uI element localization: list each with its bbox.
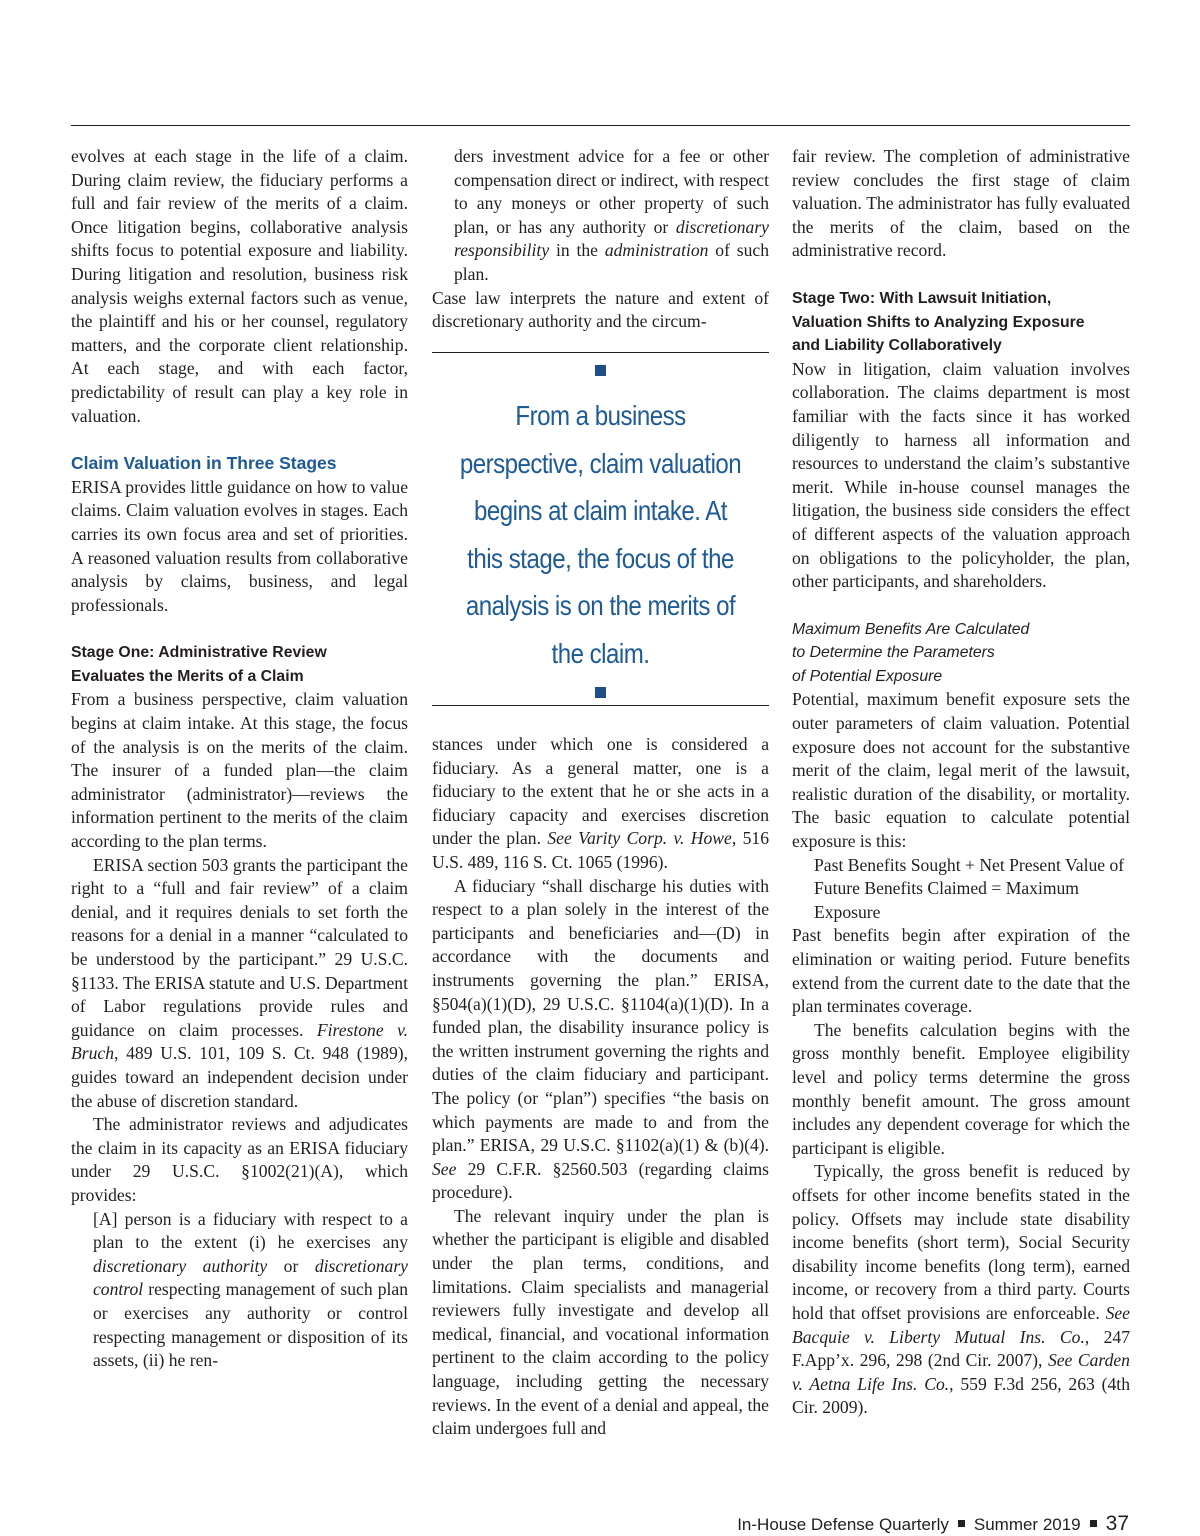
fiduciary-duties-paragraph — [432, 875, 769, 1205]
quote-text-f: of such plan. — [454, 240, 770, 284]
quote-emphasis-2: discretionary control — [93, 1255, 408, 1300]
column-2-bottom — [432, 733, 769, 1441]
quote-text-c: respecting management of such plan or exercises any authority or control respecting management or disposition of its assets, (ii) he ren- — [93, 1279, 408, 1371]
administrator-paragraph: The administrator reviews and adjudicates the claim in its capacity as an ERISA fiduciary under 29 U.S.C. §1002(21)(A), which provides: — [71, 1114, 408, 1205]
intro-paragraph: evolves at each stage in the life of a claim. During claim review, the fiduciary performs a full and fair review of the merits of a claim. Once litigation begins, collaborative analysis shifts focus to potential exposure and liability. During litigation and resolution, business risk analysis weighs external factors such as venue, the plaintiff and his or her counsel, regulatory matters, and the corporate client relationship. At each stage, and with each factor, predictability of result can play a key role in valuation. — [71, 146, 408, 426]
statute-quote-part2 — [454, 145, 769, 287]
exposure-equation: Past Benefits Sought + Net Present Value of Future Benefits Claimed = Maximum Exposure — [814, 854, 1125, 922]
pull-quote-text: From a business perspective, claim valuation begins at claim intake. At this stage, the focus of the analysis is on the merits of the claim. — [459, 400, 742, 669]
stage-one-heading — [71, 641, 408, 688]
quote-text-d: ders investment advice for a fee or other compensation direct or indirect, with respect to any moneys or other property of such plan, or has any authority or — [454, 146, 769, 237]
stage-two-heading-line1: Stage Two: With Lawsuit Initiation, — [792, 289, 1052, 307]
quote-emphasis-1: discretionary authority — [93, 1255, 268, 1276]
stage-two-heading-line2: Valuation Shifts to Analyzing Exposure — [792, 313, 1085, 331]
stage-one-heading-line1: Stage One: Administrative Review — [71, 644, 327, 662]
pull-quote-bottom-rule — [432, 705, 769, 706]
stances-paragraph — [432, 733, 769, 875]
square-bullet-icon — [595, 687, 606, 698]
quote-text-a: [A] person is a fiduciary with respect to a plan to the extent (i) he exercises any — [93, 1208, 408, 1253]
firestone-text: , 489 U.S. 101, 109 S. Ct. 948 (1989), guides toward an independent decision under the abuse of discretion standard. — [71, 1043, 408, 1111]
maximum-benefits-heading-line3: of Potential Exposure — [792, 667, 943, 685]
past-benefits-paragraph: Past benefits begin after expiration of the elimination or waiting period. Future benefits extend from the current date to the date that the plan terminates coverage. — [792, 925, 1130, 1017]
quote-text-e: in the — [549, 240, 605, 261]
potential-exposure-paragraph: Potential, maximum benefit exposure sets the outer parameters of claim valuation. Potential exposure does not account for the substantive merit of the claim, legal merit of the lawsuit, realistic duration of the disability, or mortality. The basic equation to calculate potential exposure is this: — [792, 689, 1130, 852]
stage-two-heading — [792, 287, 1130, 358]
quote-emphasis-3: discretionary responsibility — [454, 216, 769, 261]
offsets-paragraph — [792, 1160, 1130, 1420]
section-503-paragraph — [71, 854, 408, 1114]
stances-citation-text: , 516 U.S. 489, 116 S. Ct. 1065 (1996). — [432, 828, 770, 872]
column-2-top — [432, 145, 769, 334]
fair-review-paragraph: fair review. The completion of administrative review concludes the first stage of claim valuation. The administrator has fully evaluated the merits of the claim, based on the administrative record. — [792, 146, 1130, 261]
erisa-guidance-paragraph: ERISA provides little guidance on how to value claims. Claim valuation evolves in stages. Each carries its own focus area and set of priorities. A reasoned valuation results from collaborative analysis by claims, business, and legal professionals. — [71, 476, 408, 615]
benefits-calculation-paragraph: The benefits calculation begins with the gross monthly benefit. Employee eligibility level and policy terms determine the gross monthly benefit amount. The gross amount includes any dependent coverage for which the participant is eligible. — [792, 1019, 1130, 1158]
quote-text-b: or — [267, 1255, 315, 1276]
citation-see: See — [432, 1158, 457, 1179]
publication-name: In-House Defense Quarterly — [737, 1515, 949, 1534]
maximum-benefits-heading-line1: Maximum Benefits Are Calculated — [792, 620, 1030, 638]
fiduciary-text: A fiduciary “shall discharge his duties with respect to a plan solely in the interest of the participants and beneficiaries and—(D) in accordance with the documents and instruments governing the plan.” ERISA, §504(a)(1)(D), 29 U.S.C. §1104(a)(1)(D). In a funded plan, the disability insurance policy is the written instrument governing the rights and duties of the claim fiduciary and participant. The policy (or “plan”) specifies “the basis on which payments are made to and from the plan.” ERISA, 29 U.S.C. §1102(a)(1) & (b)(4). — [432, 875, 769, 1156]
stage-two-heading-line3: and Liability Collaboratively — [792, 337, 1002, 355]
relevant-inquiry-paragraph: The relevant inquiry under the plan is whether the participant is eligible and disabled under the plan terms, conditions, and limitations. Claim specialists and managerial reviewers fully investigate and develop all medical, financial, and vocational information pertinent to the claim according to the policy language, including getting the necessary reviews. In the event of a denial and appeal, the claim undergoes full and — [432, 1205, 769, 1439]
maximum-benefits-heading — [792, 618, 1130, 689]
stage-one-heading-line2: Evaluates the Merits of a Claim — [71, 667, 304, 685]
stage-one-paragraph: From a business perspective, claim valuation begins at claim intake. At this stage, the focus of the analysis is on the merits of the claim. The insurer of a funded plan—the claim administrator (administrator)—reviews the information pertinent to the merits of the claim according to the plan terms. — [71, 689, 408, 852]
issue-label: Summer 2019 — [973, 1515, 1081, 1534]
citation-firestone: Firestone v. Bruch — [71, 1019, 408, 1064]
section-heading-three-stages: Claim Valuation in Three Stages — [71, 453, 337, 474]
stances-text: stances under which one is considered a fiduciary. As a general matter, one is a fiduciary to the extent that he or she acts in a fiduciary capacity and exercises discretion under the plan. — [432, 734, 769, 849]
column-1 — [71, 145, 408, 1373]
section-503-text: ERISA section 503 grants the participant the right to a “full and fair review” of a claim denial, and it requires denials to set forth the reasons for a denial in a manner “calculated to be understood by the participant.” 29 U.S.C. §1133. The ERISA statute and U.S. Department of Labor regulations provide rules and guidance on claim processes. — [71, 854, 408, 1040]
statute-quote-part1 — [93, 1208, 408, 1373]
separator-bullet-icon — [1090, 1520, 1097, 1527]
stage-two-paragraph: Now in litigation, claim valuation involves collaboration. The claims department is most familiar with the facts since it has worked diligently to harness all information and resources to understand the claim’s substantive merit. While in-house counsel manages the litigation, the business side considers the effect of different aspects of the valuation approach on obligations to the policyholder, the plan, other participants, and shareholders. — [792, 358, 1130, 592]
page-footer — [737, 1512, 1129, 1536]
pull-quote-top-rule — [432, 352, 769, 353]
column-3 — [792, 145, 1130, 1420]
citation-bacquie: See Bacquie v. Liberty Mutual Ins. Co. — [792, 1302, 1130, 1347]
separator-bullet-icon — [958, 1520, 965, 1527]
offsets-text: Typically, the gross benefit is reduced by offsets for other income benefits stated in the policy. Offsets may include state disability income benefits (short term), Social Security disability income benefits (long term), earned income, or recovery from a third party. Courts hold that offset provisions are enforceable. — [792, 1161, 1130, 1323]
top-rule — [71, 125, 1130, 126]
quote-emphasis-4: administration — [604, 240, 709, 261]
bacquie-text: , 247 F.App’x. 296, 298 (2nd Cir. 2007), — [792, 1326, 1131, 1371]
fiduciary-citation-text: 29 C.F.R. §2560.503 (regarding claims procedure). — [432, 1158, 769, 1203]
square-bullet-icon — [595, 365, 606, 376]
maximum-benefits-heading-line2: to Determine the Parameters — [792, 644, 995, 662]
citation-varity: See Varity Corp. v. Howe — [547, 828, 732, 849]
case-law-paragraph: Case law interprets the nature and extent of discretionary authority and the circum- — [432, 287, 769, 332]
page-number: 37 — [1105, 1512, 1129, 1535]
citation-carden: See Carden v. Aetna Life Ins. Co. — [792, 1350, 1130, 1394]
carden-text: , 559 F.3d 256, 263 (4th Cir. 2009). — [792, 1373, 1130, 1418]
pull-quote — [432, 352, 769, 707]
